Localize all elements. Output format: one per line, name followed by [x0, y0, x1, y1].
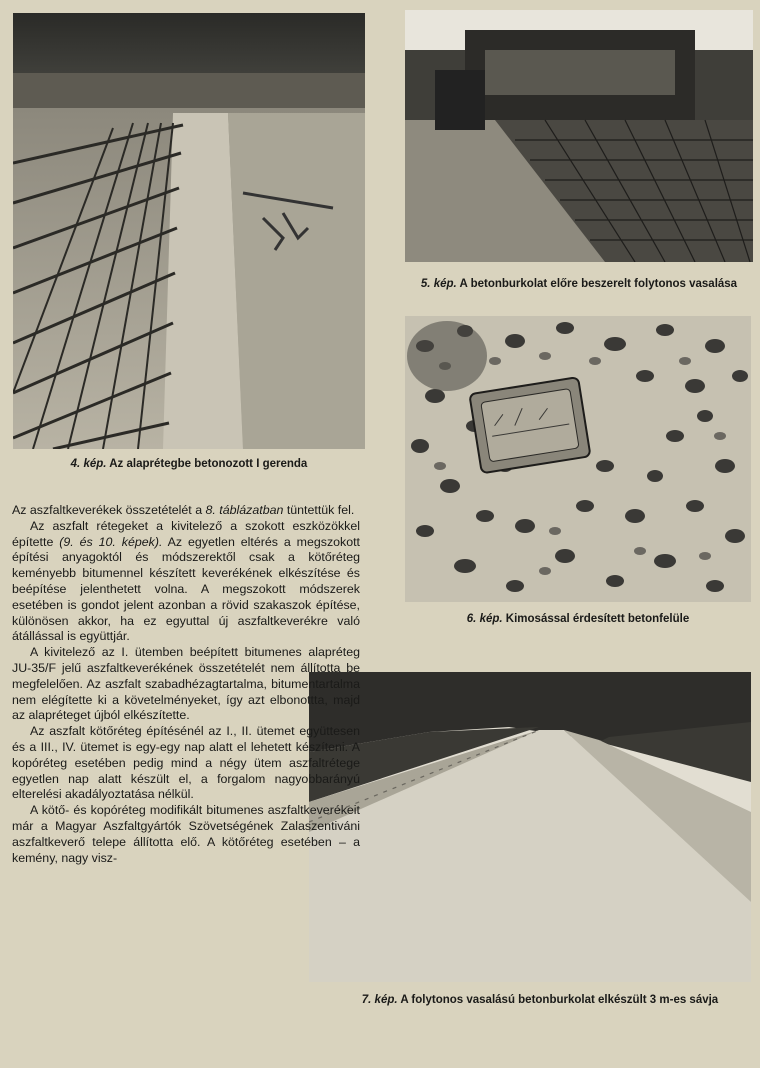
paragraph-1: Az aszfaltkeverékek összetételét a 8. táblázatban tüntettük fel. — [12, 503, 355, 517]
figure-5-caption — [405, 277, 753, 292]
paragraph-2: Az aszfalt rétegeket a kivitelező a szokott eszközökkel építette (9. és 10. képek). Az egyetlen eltérés a megszokott építési anyagoktól és módszerektől csak a kötőréteg keményebb bitumennel készített keverékének elkészítése és beépítése jelenthetett volna. A megszokott módszerek esetében is gondot jelent azonban a rövid szakaszok építése, különösen akkor, ha ez egyuttal új aszfaltkeverékre való átállással is együttjár. — [12, 518, 360, 644]
figure-6-number: 6. kép. — [466, 613, 503, 625]
figure-5-number: 5. kép. — [420, 278, 457, 290]
figure-7-caption — [330, 993, 750, 1008]
photo-reinforcement-image — [405, 10, 753, 262]
figure-5-text: A betonburkolat előre beszerelt folytonos vasalása — [459, 278, 738, 290]
photo-rebar-i-beam — [13, 13, 365, 449]
paragraph-5: A kötő- és kopóréteg modifikált bitumenes aszfaltkeverékeit már a Magyar Aszfaltgyártók Szövetségének Zalaszentiváni aszfaltkeverő telepe állította elő. A kötőréteg esetében – a kemény, nagy visz- — [12, 803, 360, 865]
figure-4-text: Az alaprétegbe betonozott I gerenda — [109, 458, 308, 470]
paragraph-3: A kivitelező az I. ütemben beépített bitumenes alapréteg JU-35/F jelű aszfaltkeverékének összetételét nem állította be megfelelően. Az aszfalt szabadhézagtartalma, bitumentartalma nem elégítette ki a követelményeket, így azt elbonottta, majd az alapréteget újból elkészítette. — [12, 645, 360, 723]
paragraph-4: Az aszfalt kötőréteg építésénél az I., II. ütemet együttesen és a III., IV. ütemet is egy-egy nap alatt el lehetett készíteni. A kopóréteg esetében pedig mind a négy ütem aszfaltrétege egyetlen nap alatt készült el, a forgalom nagyobbarányú elterelési akadályoztatása nélkül. — [12, 724, 360, 802]
photo-finished-lane — [309, 672, 751, 982]
photo-exposed-aggregate — [405, 316, 751, 602]
figure-4-number: 4. kép. — [70, 458, 107, 470]
figure-6-caption — [405, 612, 751, 627]
photo-lane-image — [309, 672, 751, 982]
photo-rebar-image — [13, 13, 365, 449]
figure-7-text: A folytonos vasalású betonburkolat elkészült 3 m-es sávja — [400, 994, 719, 1006]
figure-7-number: 7. kép. — [361, 994, 398, 1006]
photo-continuous-reinforcement — [405, 10, 753, 262]
figure-6-text: Kimosással érdesített betonfelülе — [505, 613, 690, 625]
figure-4-caption — [13, 457, 365, 472]
body-text — [12, 503, 360, 866]
photo-aggregate-image — [405, 316, 751, 602]
coin-box-icon — [469, 377, 590, 473]
